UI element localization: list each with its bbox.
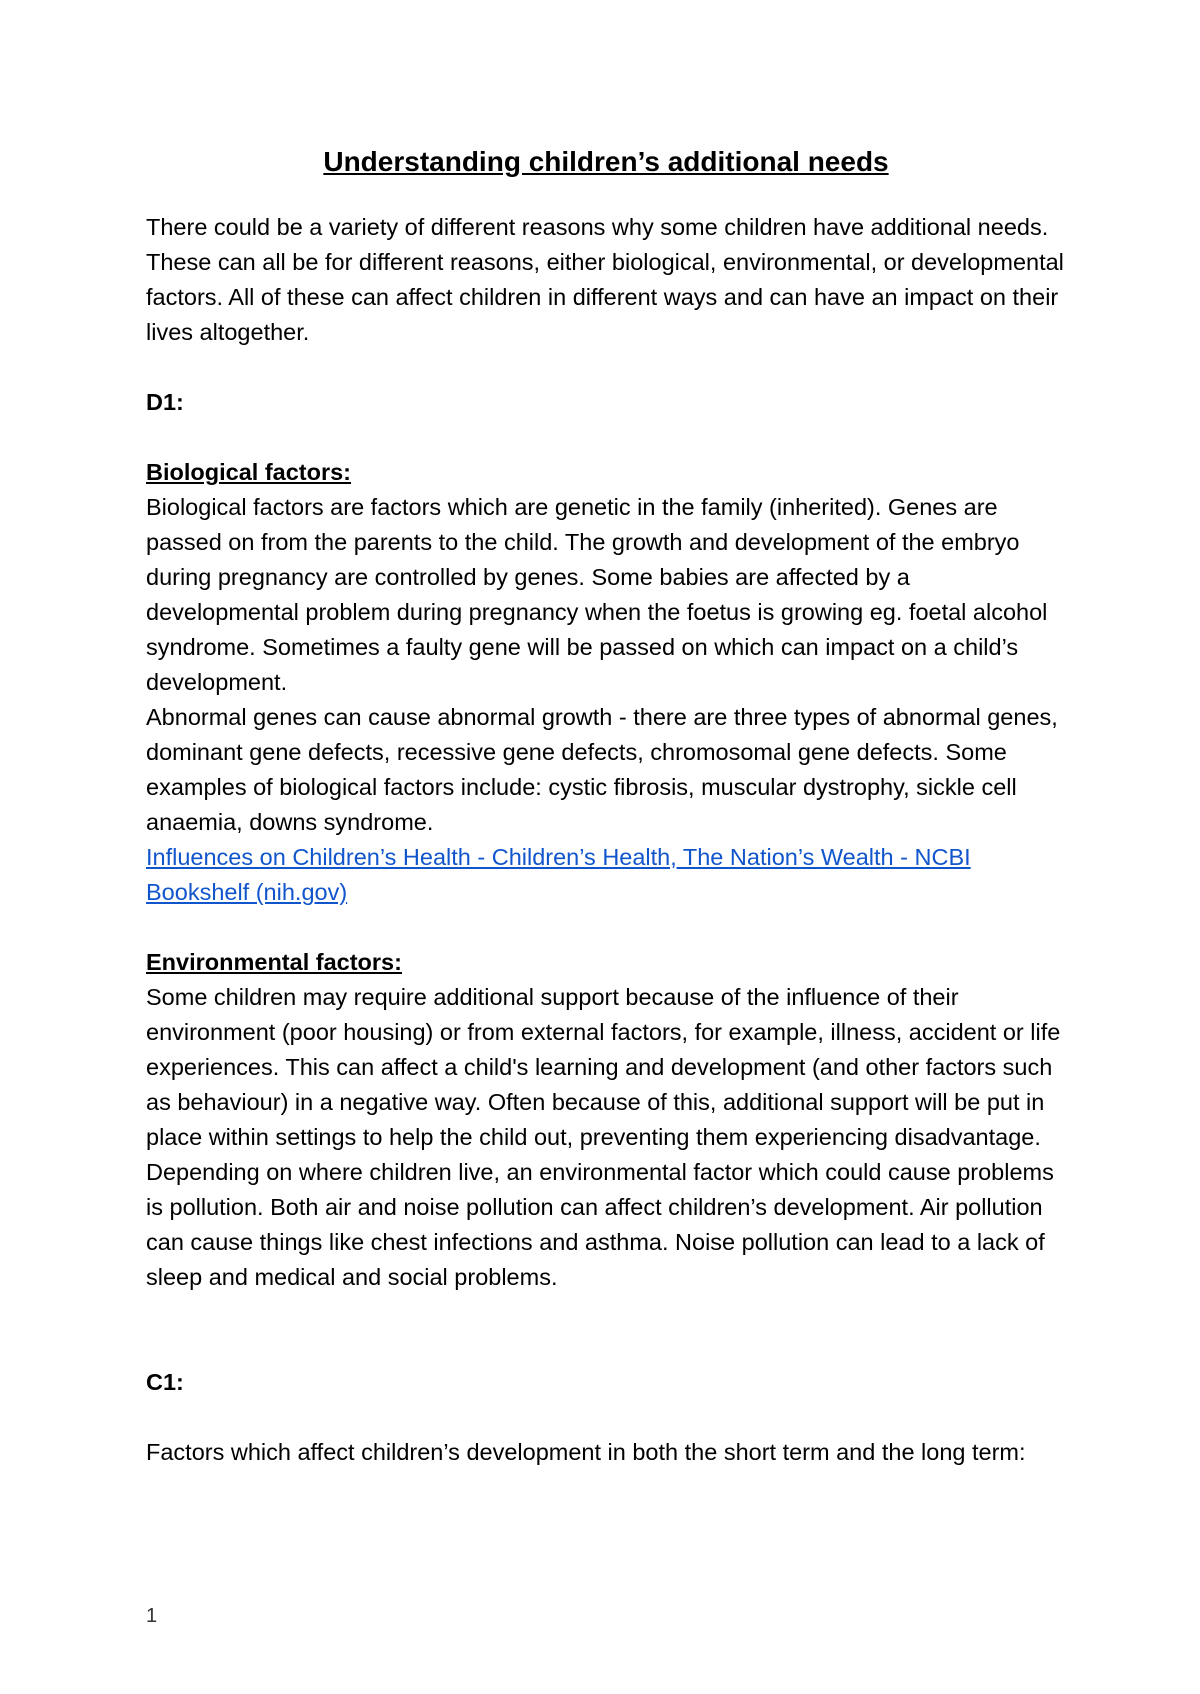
section-label-d1: D1: [146, 389, 184, 415]
environmental-paragraph-2: Depending on where children live, an environmental factor which could cause problems is pollution. Both air and noise pollution can affect children’s development. Air pollution can cause things like chest infections and asthma. Noise pollution can lead to a lack of sleep and medical and social problems. [146, 1159, 1054, 1290]
spacer [146, 350, 1066, 385]
document-title: Understanding children’s additional needs [323, 146, 889, 177]
spacer [146, 1400, 1066, 1435]
environmental-paragraph-1: Some children may require additional support because of the influence of their environment (poor housing) or from external factors, for example, illness, accident or life experiences. This can affect a child's learning and development (and other factors such as behaviour) in a negative way. Often because of this, additional support will be put in place within settings to help the child out, preventing them experiencing disadvantage. [146, 984, 1061, 1150]
intro-paragraph: There could be a variety of different reasons why some children have additional needs. These can all be for different reasons, either biological, environmental, or developmental factors. All of these can affect children in different ways and can have an impact on their lives altogether. [146, 214, 1064, 345]
c1-paragraph: Factors which affect children’s development in both the short term and the long term: [146, 1439, 1026, 1465]
biological-factors-heading: Biological factors: [146, 459, 352, 485]
document-body [146, 142, 1066, 1470]
spacer [146, 1295, 1066, 1365]
page-number: 1 [146, 1605, 158, 1627]
biological-paragraph-1: Biological factors are factors which are genetic in the family (inherited). Genes are passed on from the parents to the child. The growth and development of the embryo during pregnancy are controlled by genes. Some babies are affected by a developmental problem during pregnancy when the foetus is growing eg. foetal alcohol syndrome. Sometimes a faulty gene will be passed on which can impact on a child’s development. [146, 494, 1048, 695]
spacer [146, 910, 1066, 945]
environmental-factors-heading: Environmental factors: [146, 949, 402, 975]
section-label-c1: C1: [146, 1369, 184, 1395]
spacer [146, 420, 1066, 455]
biological-paragraph-2: Abnormal genes can cause abnormal growth - there are three types of abnormal genes, dominant gene defects, recessive gene defects, chromosomal gene defects. Some examples of biological factors include: cystic fibrosis, muscular dystrophy, sickle cell anaemia, downs syndrome. [146, 704, 1058, 835]
ncbi-reference-link[interactable]: Influences on Children’s Health - Children’s Health, The Nation’s Wealth - NCBI Bookshelf (nih.gov) [146, 844, 971, 905]
